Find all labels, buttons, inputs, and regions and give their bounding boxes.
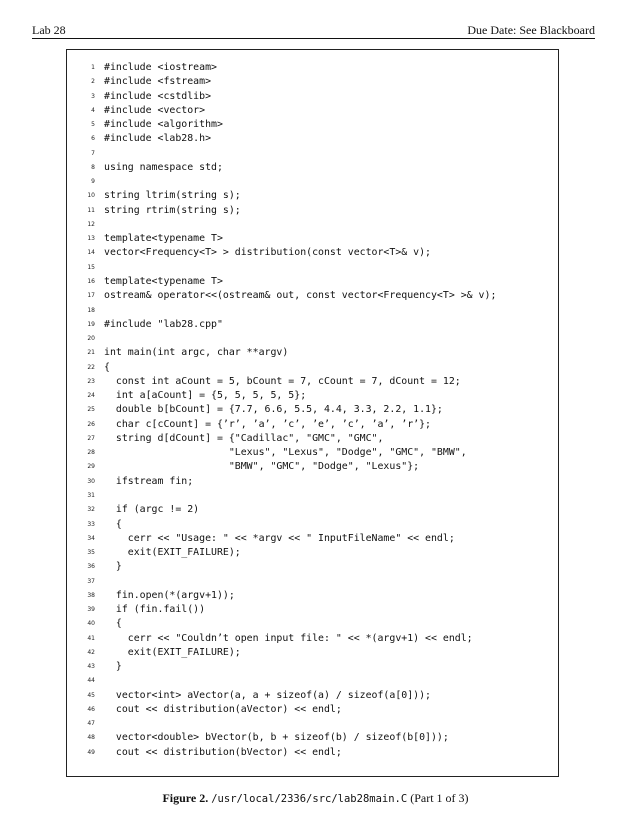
code-line xyxy=(67,446,558,460)
code-text: #include <vector> xyxy=(104,104,206,116)
line-number: 29 xyxy=(87,463,95,471)
code-line xyxy=(67,389,558,403)
code-line xyxy=(67,546,558,560)
code-line xyxy=(67,617,558,631)
code-text: exit(EXIT_FAILURE); xyxy=(104,646,241,658)
code-text: cerr << "Usage: " << *argv << " InputFileName" << endl; xyxy=(104,532,455,544)
line-number: 31 xyxy=(87,491,95,499)
line-number: 16 xyxy=(87,277,95,285)
line-number: 30 xyxy=(87,477,95,485)
code-line xyxy=(67,161,558,175)
code-text: #include <cstdlib> xyxy=(104,90,212,102)
code-text: char c[cCount] = {’r’, ’a’, ’c’, ’e’, ’c’, ’a’, ’r’}; xyxy=(104,418,431,430)
line-number: 2 xyxy=(91,78,95,86)
code-line xyxy=(67,61,558,75)
code-text: vector<Frequency<T> > distribution(const vector<T>& v); xyxy=(104,247,431,259)
code-text: using namespace std; xyxy=(104,161,223,173)
code-text: string ltrim(string s); xyxy=(104,190,241,202)
line-number: 8 xyxy=(91,163,95,171)
code-line xyxy=(67,275,558,289)
code-line xyxy=(67,189,558,203)
code-line xyxy=(67,603,558,617)
line-number: 46 xyxy=(87,705,95,713)
code-listing xyxy=(67,61,558,760)
code-text: #include "lab28.cpp" xyxy=(104,318,223,330)
code-line xyxy=(67,689,558,703)
code-line xyxy=(67,432,558,446)
code-text: vector<double> bVector(b, b + sizeof(b) / sizeof(b[0])); xyxy=(104,732,449,744)
code-text: { xyxy=(104,518,122,530)
code-text: vector<int> aVector(a, a + sizeof(a) / sizeof(a[0])); xyxy=(104,689,431,701)
code-text: exit(EXIT_FAILURE); xyxy=(104,547,241,559)
file-path: /usr/local/2336/src/lab28main.C xyxy=(211,793,408,805)
line-number: 36 xyxy=(87,563,95,571)
line-number: 44 xyxy=(87,677,95,685)
code-text: string d[dCount] = {"Cadillac", "GMC", "GMC", xyxy=(104,432,384,444)
line-number: 6 xyxy=(91,135,95,143)
code-line xyxy=(67,75,558,89)
figure-label: Figure 2. xyxy=(162,791,209,805)
line-number: 43 xyxy=(87,663,95,671)
code-line xyxy=(67,460,558,474)
code-text: cout << distribution(aVector) << endl; xyxy=(104,703,342,715)
line-number: 45 xyxy=(87,691,95,699)
code-text: "Lexus", "Lexus", "Dodge", "GMC", "BMW", xyxy=(104,447,467,459)
code-text: if (argc != 2) xyxy=(104,504,200,516)
line-number: 21 xyxy=(87,349,95,357)
code-text: ostream& operator<<(ostream& out, const vector<Frequency<T> >& v); xyxy=(104,290,497,302)
line-number: 19 xyxy=(87,320,95,328)
line-number: 13 xyxy=(87,235,95,243)
line-number: 41 xyxy=(87,634,95,642)
line-number: 5 xyxy=(91,121,95,129)
code-line xyxy=(67,717,558,731)
code-text: int a[aCount] = {5, 5, 5, 5, 5}; xyxy=(104,390,307,402)
code-line xyxy=(67,147,558,161)
code-line xyxy=(67,204,558,218)
figure-caption xyxy=(0,791,631,806)
line-number: 42 xyxy=(87,648,95,656)
line-number: 49 xyxy=(87,748,95,756)
line-number: 22 xyxy=(87,363,95,371)
line-number: 12 xyxy=(87,220,95,228)
line-number: 40 xyxy=(87,620,95,628)
line-number: 10 xyxy=(87,192,95,200)
code-text: { xyxy=(104,618,122,630)
code-line xyxy=(67,118,558,132)
code-text: ifstream fin; xyxy=(104,475,194,487)
line-number: 48 xyxy=(87,734,95,742)
code-text: const int aCount = 5, bCount = 7, cCount = 7, dCount = 12; xyxy=(104,375,461,387)
line-number: 32 xyxy=(87,506,95,514)
code-line xyxy=(67,403,558,417)
code-line xyxy=(67,232,558,246)
code-line xyxy=(67,532,558,546)
code-text: template<typename T> xyxy=(104,275,223,287)
code-line xyxy=(67,132,558,146)
code-line xyxy=(67,646,558,660)
line-number: 27 xyxy=(87,434,95,442)
code-line xyxy=(67,632,558,646)
line-number: 26 xyxy=(87,420,95,428)
code-text: cout << distribution(bVector) << endl; xyxy=(104,746,342,758)
line-number: 4 xyxy=(91,106,95,114)
line-number: 18 xyxy=(87,306,95,314)
code-text: } xyxy=(104,561,122,573)
code-line xyxy=(67,489,558,503)
code-line xyxy=(67,560,558,574)
code-line xyxy=(67,746,558,760)
code-line xyxy=(67,731,558,745)
code-text: fin.open(*(argv+1)); xyxy=(104,589,235,601)
code-text: double b[bCount] = {7.7, 6.6, 5.5, 4.4, 3.3, 2.2, 1.1}; xyxy=(104,404,443,416)
code-line xyxy=(67,575,558,589)
code-line xyxy=(67,518,558,532)
code-text: #include <algorithm> xyxy=(104,119,223,131)
code-text: } xyxy=(104,661,122,673)
line-number: 38 xyxy=(87,591,95,599)
code-text: #include <fstream> xyxy=(104,76,212,88)
code-text: cerr << "Couldn’t open input file: " << *(argv+1) << endl; xyxy=(104,632,473,644)
code-text: int main(int argc, char **argv) xyxy=(104,347,289,359)
code-line xyxy=(67,660,558,674)
code-line xyxy=(67,475,558,489)
line-number: 24 xyxy=(87,392,95,400)
code-line xyxy=(67,261,558,275)
line-number: 23 xyxy=(87,377,95,385)
due-date: Due Date: See Blackboard xyxy=(467,23,595,37)
line-number: 15 xyxy=(87,263,95,271)
line-number: 47 xyxy=(87,720,95,728)
code-text: "BMW", "GMC", "Dodge", "Lexus"}; xyxy=(104,461,420,473)
code-line xyxy=(67,674,558,688)
code-line xyxy=(67,418,558,432)
code-text: if (fin.fail()) xyxy=(104,604,206,616)
line-number: 37 xyxy=(87,577,95,585)
code-text: { xyxy=(104,361,110,373)
line-number: 1 xyxy=(91,64,95,71)
line-number: 14 xyxy=(87,249,95,257)
line-number: 9 xyxy=(91,178,95,186)
line-number: 3 xyxy=(91,92,95,100)
code-line xyxy=(67,90,558,104)
code-line xyxy=(67,289,558,303)
line-number: 25 xyxy=(87,406,95,414)
line-number: 11 xyxy=(87,206,95,214)
code-line xyxy=(67,375,558,389)
line-number: 28 xyxy=(87,449,95,457)
page-header xyxy=(32,20,595,39)
line-number: 39 xyxy=(87,606,95,614)
code-line xyxy=(67,318,558,332)
code-line xyxy=(67,346,558,360)
line-number: 34 xyxy=(87,534,95,542)
code-line xyxy=(67,503,558,517)
code-listing-frame xyxy=(66,49,559,777)
part-label: (Part 1 of 3) xyxy=(410,791,469,805)
line-number: 7 xyxy=(91,149,95,157)
code-line xyxy=(67,589,558,603)
code-text: string rtrim(string s); xyxy=(104,204,241,216)
line-number: 20 xyxy=(87,335,95,343)
code-text: #include <lab28.h> xyxy=(104,133,212,145)
code-line xyxy=(67,332,558,346)
code-line xyxy=(67,703,558,717)
line-number: 35 xyxy=(87,549,95,557)
code-line xyxy=(67,304,558,318)
code-text: #include <iostream> xyxy=(104,62,217,73)
line-number: 17 xyxy=(87,292,95,300)
line-number: 33 xyxy=(87,520,95,528)
lab-title: Lab 28 xyxy=(32,23,66,37)
code-line xyxy=(67,246,558,260)
code-line xyxy=(67,361,558,375)
code-text: template<typename T> xyxy=(104,233,223,245)
code-line xyxy=(67,104,558,118)
code-line xyxy=(67,175,558,189)
code-line xyxy=(67,218,558,232)
